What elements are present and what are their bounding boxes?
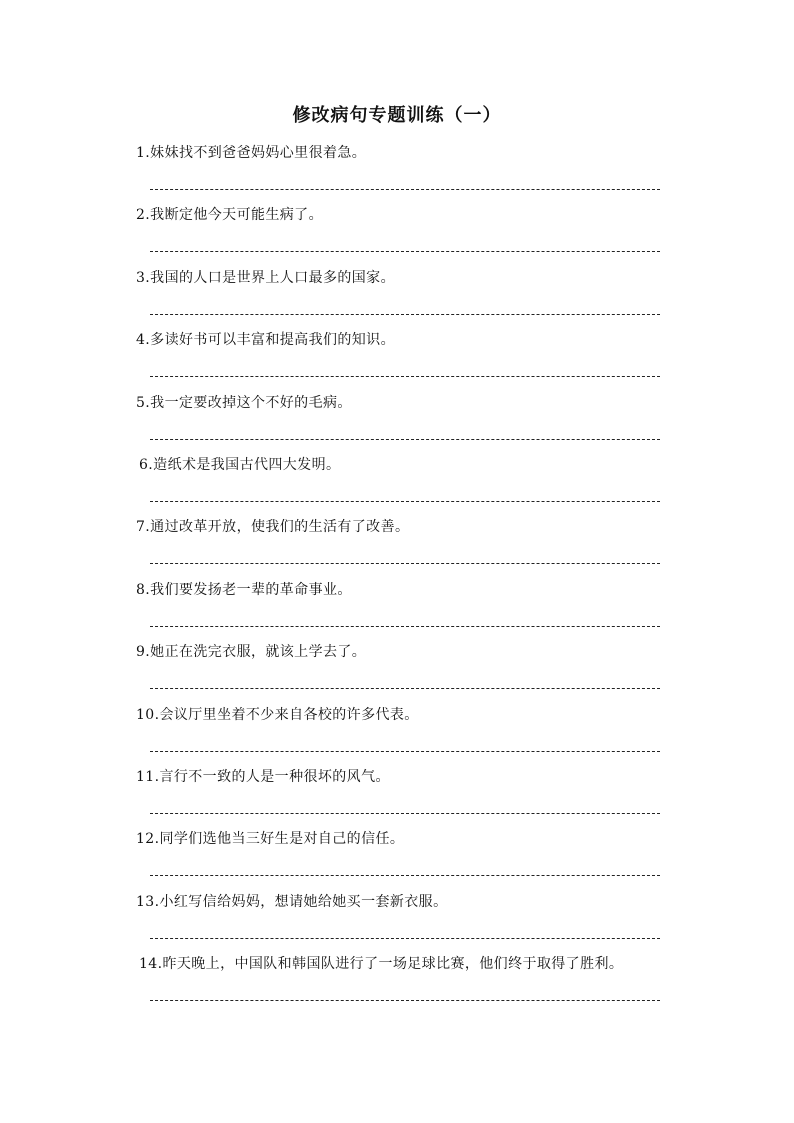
question-text: 小红写信给妈妈，想请她给她买一套新衣服。 [159, 893, 448, 910]
question-text: 她正在洗完衣服，就该上学去了。 [150, 644, 367, 661]
question-number: 1. [136, 145, 151, 161]
answer-line[interactable] [150, 314, 660, 315]
answer-line[interactable] [150, 813, 660, 814]
question-number: 2. [136, 207, 151, 224]
answer-line[interactable] [150, 751, 660, 752]
question-number: 4. [136, 332, 151, 349]
question-text: 昨天晚上，中国队和韩国队进行了一场足球比赛，他们终于取得了胜利。 [162, 956, 624, 973]
question-text: 通过改革开放，使我们的生活有了改善。 [150, 519, 410, 536]
question-item [136, 892, 447, 912]
question-number: 5. [136, 394, 151, 411]
question-item [136, 767, 390, 787]
question-text: 言行不一致的人是一种很坏的风气。 [159, 769, 390, 785]
question-text: 多读好书可以丰富和提高我们的知识。 [150, 332, 395, 349]
question-item [139, 455, 340, 475]
question-number: 12. [136, 831, 160, 848]
question-text: 我一定要改掉这个不好的毛病。 [150, 394, 352, 411]
question-number: 14. [139, 956, 163, 973]
question-text: 我断定他今天可能生病了。 [150, 207, 323, 224]
question-text: 同学们选他当三好生是对自己的信任。 [159, 831, 405, 848]
question-item [136, 330, 395, 350]
question-number: 10. [136, 706, 160, 723]
question-number: 7. [136, 519, 151, 536]
question-text: 我们要发扬老一辈的革命事业。 [150, 581, 352, 598]
question-item [136, 517, 409, 537]
question-text: 会议厅里坐着不少来自各校的许多代表。 [159, 706, 419, 723]
answer-line[interactable] [150, 251, 660, 252]
answer-line[interactable] [150, 875, 660, 876]
question-item [136, 580, 352, 600]
question-item [136, 705, 419, 725]
answer-line[interactable] [150, 501, 660, 502]
question-number: 9. [136, 644, 151, 661]
question-item [136, 268, 395, 288]
question-item [136, 642, 366, 662]
question-item [136, 205, 323, 225]
question-text: 妹妹找不到爸爸妈妈心里很着急。 [150, 145, 367, 161]
question-item [136, 829, 404, 849]
answer-line[interactable] [150, 688, 660, 689]
question-item [139, 954, 623, 974]
answer-line[interactable] [150, 563, 660, 564]
answer-line[interactable] [150, 626, 660, 627]
answer-line[interactable] [150, 1000, 660, 1001]
question-number: 3. [136, 269, 151, 286]
answer-line[interactable] [150, 376, 660, 377]
question-number: 13. [136, 893, 160, 910]
answer-line[interactable] [150, 938, 660, 939]
question-number: 6. [139, 457, 154, 473]
question-text: 造纸术是我国古代四大发明。 [153, 457, 341, 473]
answer-line[interactable] [150, 189, 660, 190]
question-item [136, 143, 366, 163]
question-text: 我国的人口是世界上人口最多的国家。 [150, 269, 395, 286]
answer-line[interactable] [150, 439, 660, 440]
question-number: 8. [136, 581, 151, 598]
page-title: 修改病句专题训练（一） [292, 105, 502, 126]
question-number: 11. [136, 769, 160, 785]
question-item [136, 393, 352, 413]
